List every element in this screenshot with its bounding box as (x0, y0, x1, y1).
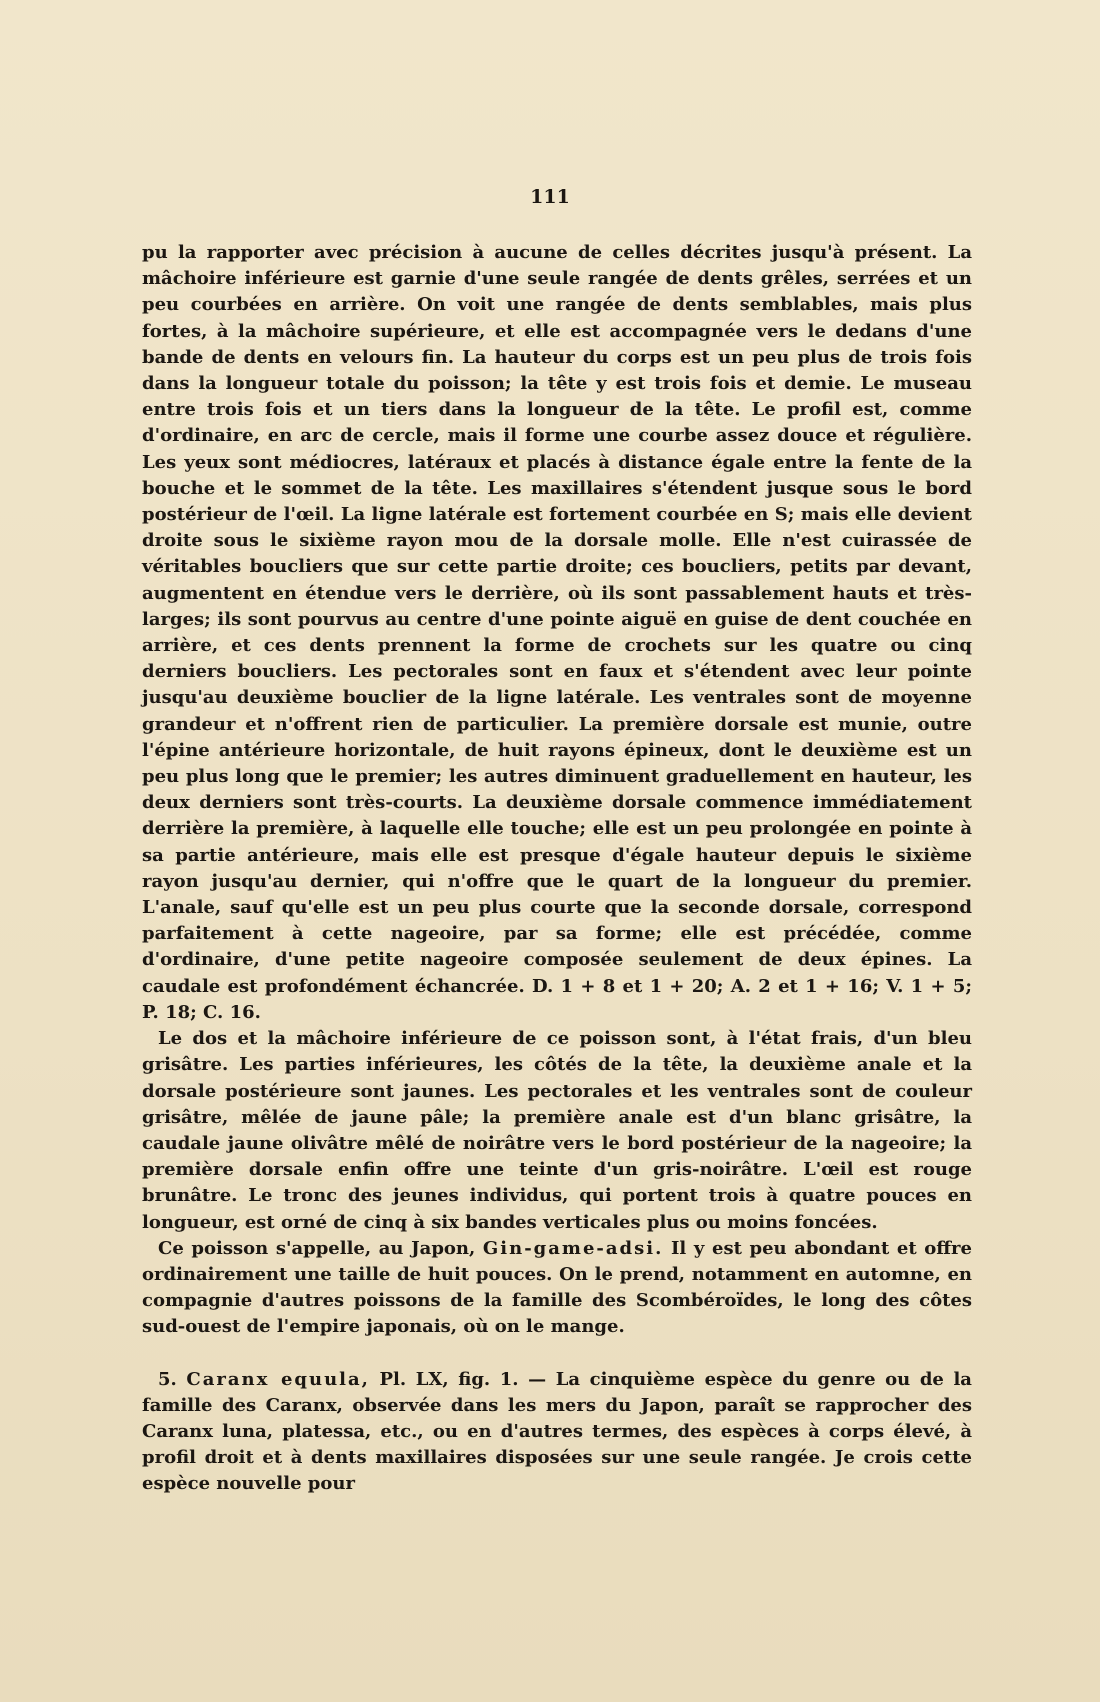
paragraph-caranx-equula (142, 1367, 972, 1498)
page-number: 111 (530, 186, 570, 208)
paragraph-description: pu la rapporter avec précision à aucune de celles décrites jusqu'à présent. La mâchoire inférieure est garnie d'une seule rangée de dents grêles, serrées et un peu courbées en arrière. On voit une rangée de dents semblables, mais plus fortes, à la mâchoire supérieure, et elle est accompagnée vers le dedans d'une bande de dents en velours fin. La hauteur du corps est un peu plus de trois fois dans la longueur totale du poisson; la tête y est trois fois et demie. Le museau entre trois fois et un tiers dans la longueur de la tête. Le profil est, comme d'ordinaire, en arc de cercle, mais il forme une courbe assez douce et régulière. Les yeux sont médiocres, latéraux et placés à distance égale entre la fente de la bouche et le sommet de la tête. Les maxillaires s'étendent jusque sous le bord postérieur de l'œil. La ligne latérale est fortement courbée en S; mais elle devient droite sous le sixième rayon mou de la dorsale molle. Elle n'est cuirassée de véritables boucliers que sur cette partie droite; ces boucliers, petits par devant, augmentent en étendue vers le derrière, où ils sont passablement hauts et très-larges; ils sont pourvus au centre d'une pointe aiguë en guise de dent couchée en arrière, et ces dents prennent la forme de crochets sur les quatre ou cinq derniers boucliers. Les pectorales sont en faux et s'étendent avec leur pointe jusqu'au deuxième bouclier de la ligne latérale. Les ventrales sont de moyenne grandeur et n'offrent rien de particulier. La première dorsale est munie, outre l'épine antérieure horizontale, de huit rayons épineux, dont le deuxième est un peu plus long que le premier; les autres diminuent graduellement en hauteur, les deux derniers sont très-courts. La deuxième dorsale commence immédiatement derrière la première, à laquelle elle touche; elle est un peu prolongée en pointe à sa partie antérieure, mais elle est presque d'égale hauteur depuis le sixième rayon jusqu'au dernier, qui n'offre que le quart de la longueur du premier. L'anale, sauf qu'elle est un peu plus courte que la seconde dorsale, correspond parfaitement à cette nageoire, par sa forme; elle est précédée, comme d'ordinaire, d'une petite nageoire composée seulement de deux épines. La caudale est profondément échancrée. D. 1 + 8 et 1 + 20; A. 2 et 1 + 16; V. 1 + 5; P. 18; C. 16. (142, 242, 972, 1023)
species-number: 5. (158, 1368, 177, 1390)
paragraph-japanese-name-rest: Il y est peu abondant et offre ordinairement une taille de huit pouces. On le prend, notamment en automne, en compagnie d'autres poissons de la famille des Scombéroïdes, le long des côtes sud-ouest de l'empire japonais, où on le mange. (142, 1237, 972, 1338)
species-description: — La cinquième espèce du genre ou de la famille des Caranx, observée dans les mers du Japon, paraît se rapprocher des Caranx luna, platessa, etc., ou en d'autres termes, des espèces à corps élevé, à profil droit et à dents maxillaires disposées sur une seule rangée. Je crois cette espèce nouvelle pour (142, 1368, 972, 1495)
plate-reference: Pl. LX, fig. 1. (379, 1368, 519, 1390)
paragraph-coloration: Le dos et la mâchoire inférieure de ce poisson sont, à l'état frais, d'un bleu grisâtre. Les parties inférieures, les côtés de la tête, la deuxième anale et la dorsale postérieure sont jaunes. Les pectorales et les ventrales sont de couleur grisâtre, mêlée de jaune pâle; la première anale est d'un blanc grisâtre, la caudale jaune olivâtre mêlé de noirâtre vers le bord postérieur de la nageoire; la première dorsale enfin offre une teinte d'un gris-noirâtre. L'œil est rouge brunâtre. Le tronc des jeunes individus, qui portent trois à quatre pouces en longueur, est orné de cinq à six bandes verticales plus ou moins foncées. (142, 1028, 972, 1233)
body-text (142, 240, 972, 1498)
species-name: Caranx equula, (186, 1368, 370, 1390)
japanese-fish-name: Gin-game-adsi. (482, 1237, 664, 1259)
paragraph-japanese-name-intro: Ce poisson s'appelle, au Japon, (158, 1237, 483, 1259)
paragraph-japanese-name (142, 1236, 972, 1341)
